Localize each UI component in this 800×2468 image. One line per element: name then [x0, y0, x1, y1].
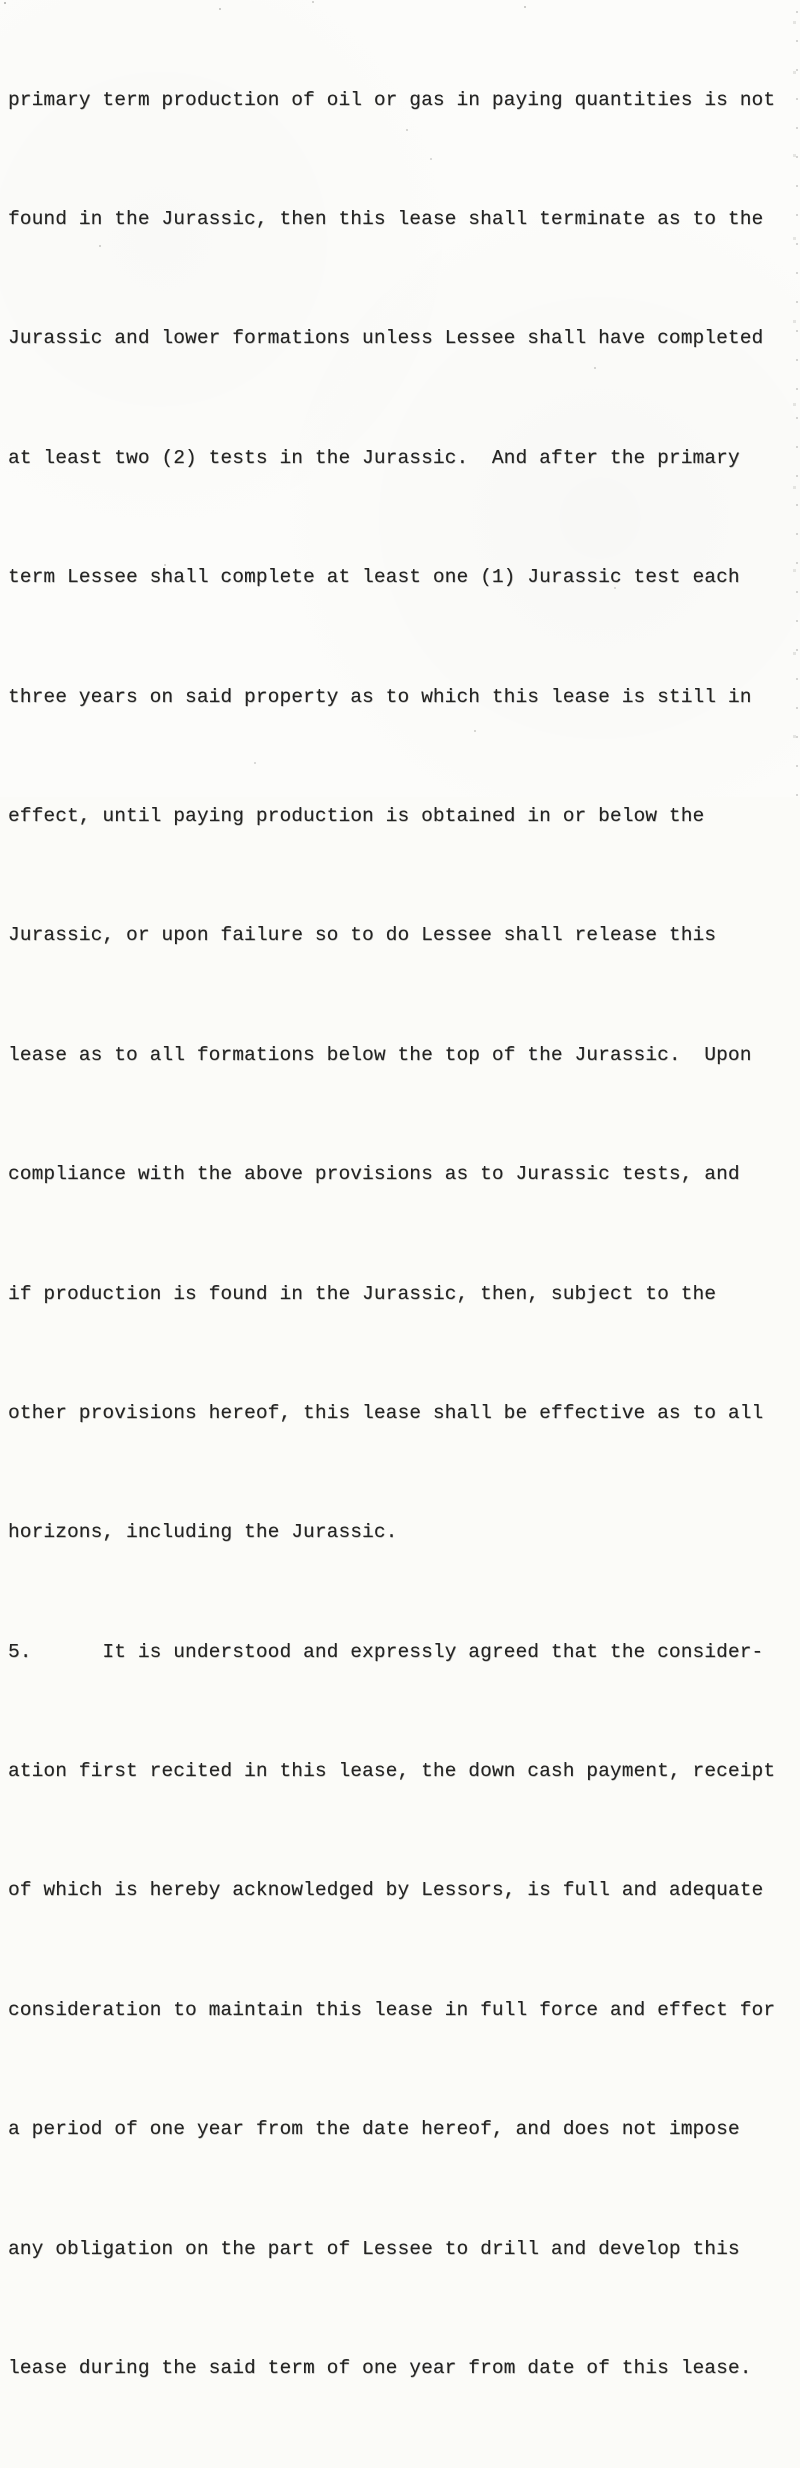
text-line: ation first recited in this lease, the down cash payment, receipt [8, 1760, 776, 1783]
scan-edge-artifacts [792, 0, 799, 797]
text-line: Jurassic, or upon failure so to do Lessee shall release this [8, 924, 717, 947]
text-line: compliance with the above provisions as to Jurassic tests, and [8, 1163, 740, 1186]
text-line: at least two (2) tests in the Jurassic. And after the primary [8, 446, 740, 469]
text-line: term Lessee shall complete at least one (1) Jurassic test each [8, 566, 740, 589]
text-line: if production is found in the Jurassic, then, subject to the [8, 1282, 717, 1305]
text-line: lease during the said term of one year from date of this lease. [8, 2357, 752, 2380]
text-line: consideration to maintain this lease in full force and effect for [8, 1998, 776, 2021]
document-text [8, 1, 788, 2468]
text-line: lease as to all formations below the top of the Jurassic. Upon [8, 1043, 752, 1066]
text-line: primary term production of oil or gas in paying quantities is not [8, 88, 776, 111]
text-line: effect, until paying production is obtained in or below the [8, 804, 705, 827]
text-line: found in the Jurassic, then this lease shall terminate as to the [8, 207, 764, 230]
text-line: other provisions hereof, this lease shall be effective as to all [8, 1401, 764, 1424]
scan-speckles [4, 2, 6, 4]
text-line-paragraph-5: 5. It is understood and expressly agreed that the consider- [8, 1640, 764, 1663]
text-line: of which is hereby acknowledged by Lessors, is full and adequate [8, 1879, 764, 1902]
text-line: any obligation on the part of Lessee to drill and develop this [8, 2237, 740, 2260]
text-line: Jurassic and lower formations unless Lessee shall have completed [8, 327, 764, 350]
text-line: horizons, including the Jurassic. [8, 1521, 398, 1544]
text-line: a period of one year from the date hereof, and does not impose [8, 2118, 740, 2141]
text-line: three years on said property as to which this lease is still in [8, 685, 752, 708]
